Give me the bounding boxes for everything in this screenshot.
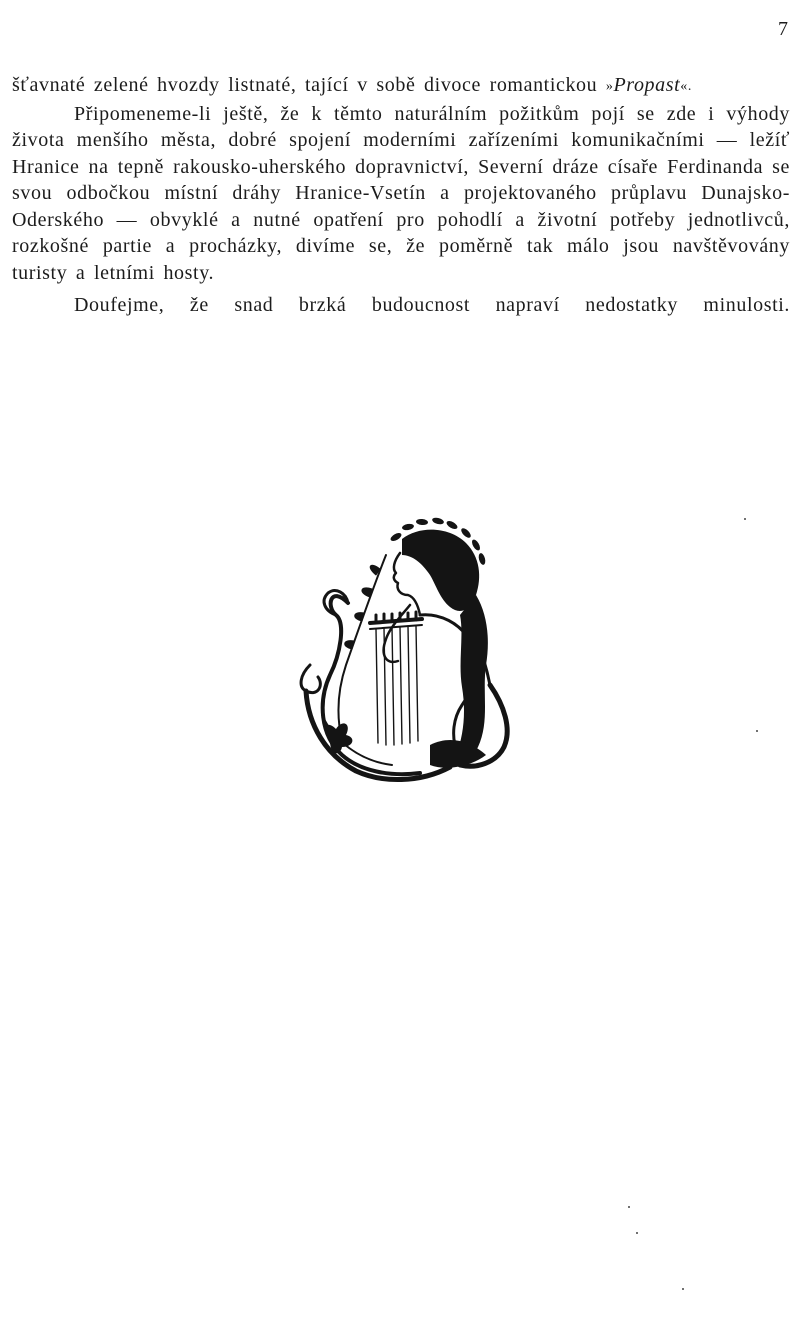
- paragraph-closing: Doufejme, že snad brzká budoucnost napraví nedostatky minulosti.: [74, 294, 790, 316]
- paragraph-attractions: Připomeneme-li ještě, že k těmto naturálním požitkům pojí se zde i výhody života menšího města, dobré spojení moderními zařízeními komunikačními — ležíť Hranice na tepně rakousko-uherského dopravnictví, Severní dráze císaře Ferdinanda se svou odbočkou místní dráhy Hranice-Vsetín a projektovaného průplavu Dunajsko-Oderského — obvyklé a nutné opatření pro pohodlí a životní potřeby jednotlivců, rozkošné partie a procházky, divíme se, že poměrně tak málo jsou navštěvovány turisty a letními hosty.: [12, 102, 790, 284]
- propast-term: Propast: [613, 74, 681, 96]
- speck: [682, 1288, 684, 1290]
- paragraph-continuation: [12, 72, 790, 101]
- speck: [744, 518, 746, 520]
- line-continuation-text: šťavnaté zelené hvozdy listnaté, tající v sobě divoce romantickou: [12, 74, 598, 96]
- woman-with-lyre-vignette: [290, 515, 520, 785]
- body-text: [12, 72, 790, 319]
- speck: [756, 730, 758, 732]
- speck: [636, 1232, 638, 1234]
- quote-open: »: [605, 79, 614, 94]
- page-number: 7: [778, 18, 788, 40]
- quote-close: «.: [680, 79, 692, 94]
- speck: [628, 1206, 630, 1208]
